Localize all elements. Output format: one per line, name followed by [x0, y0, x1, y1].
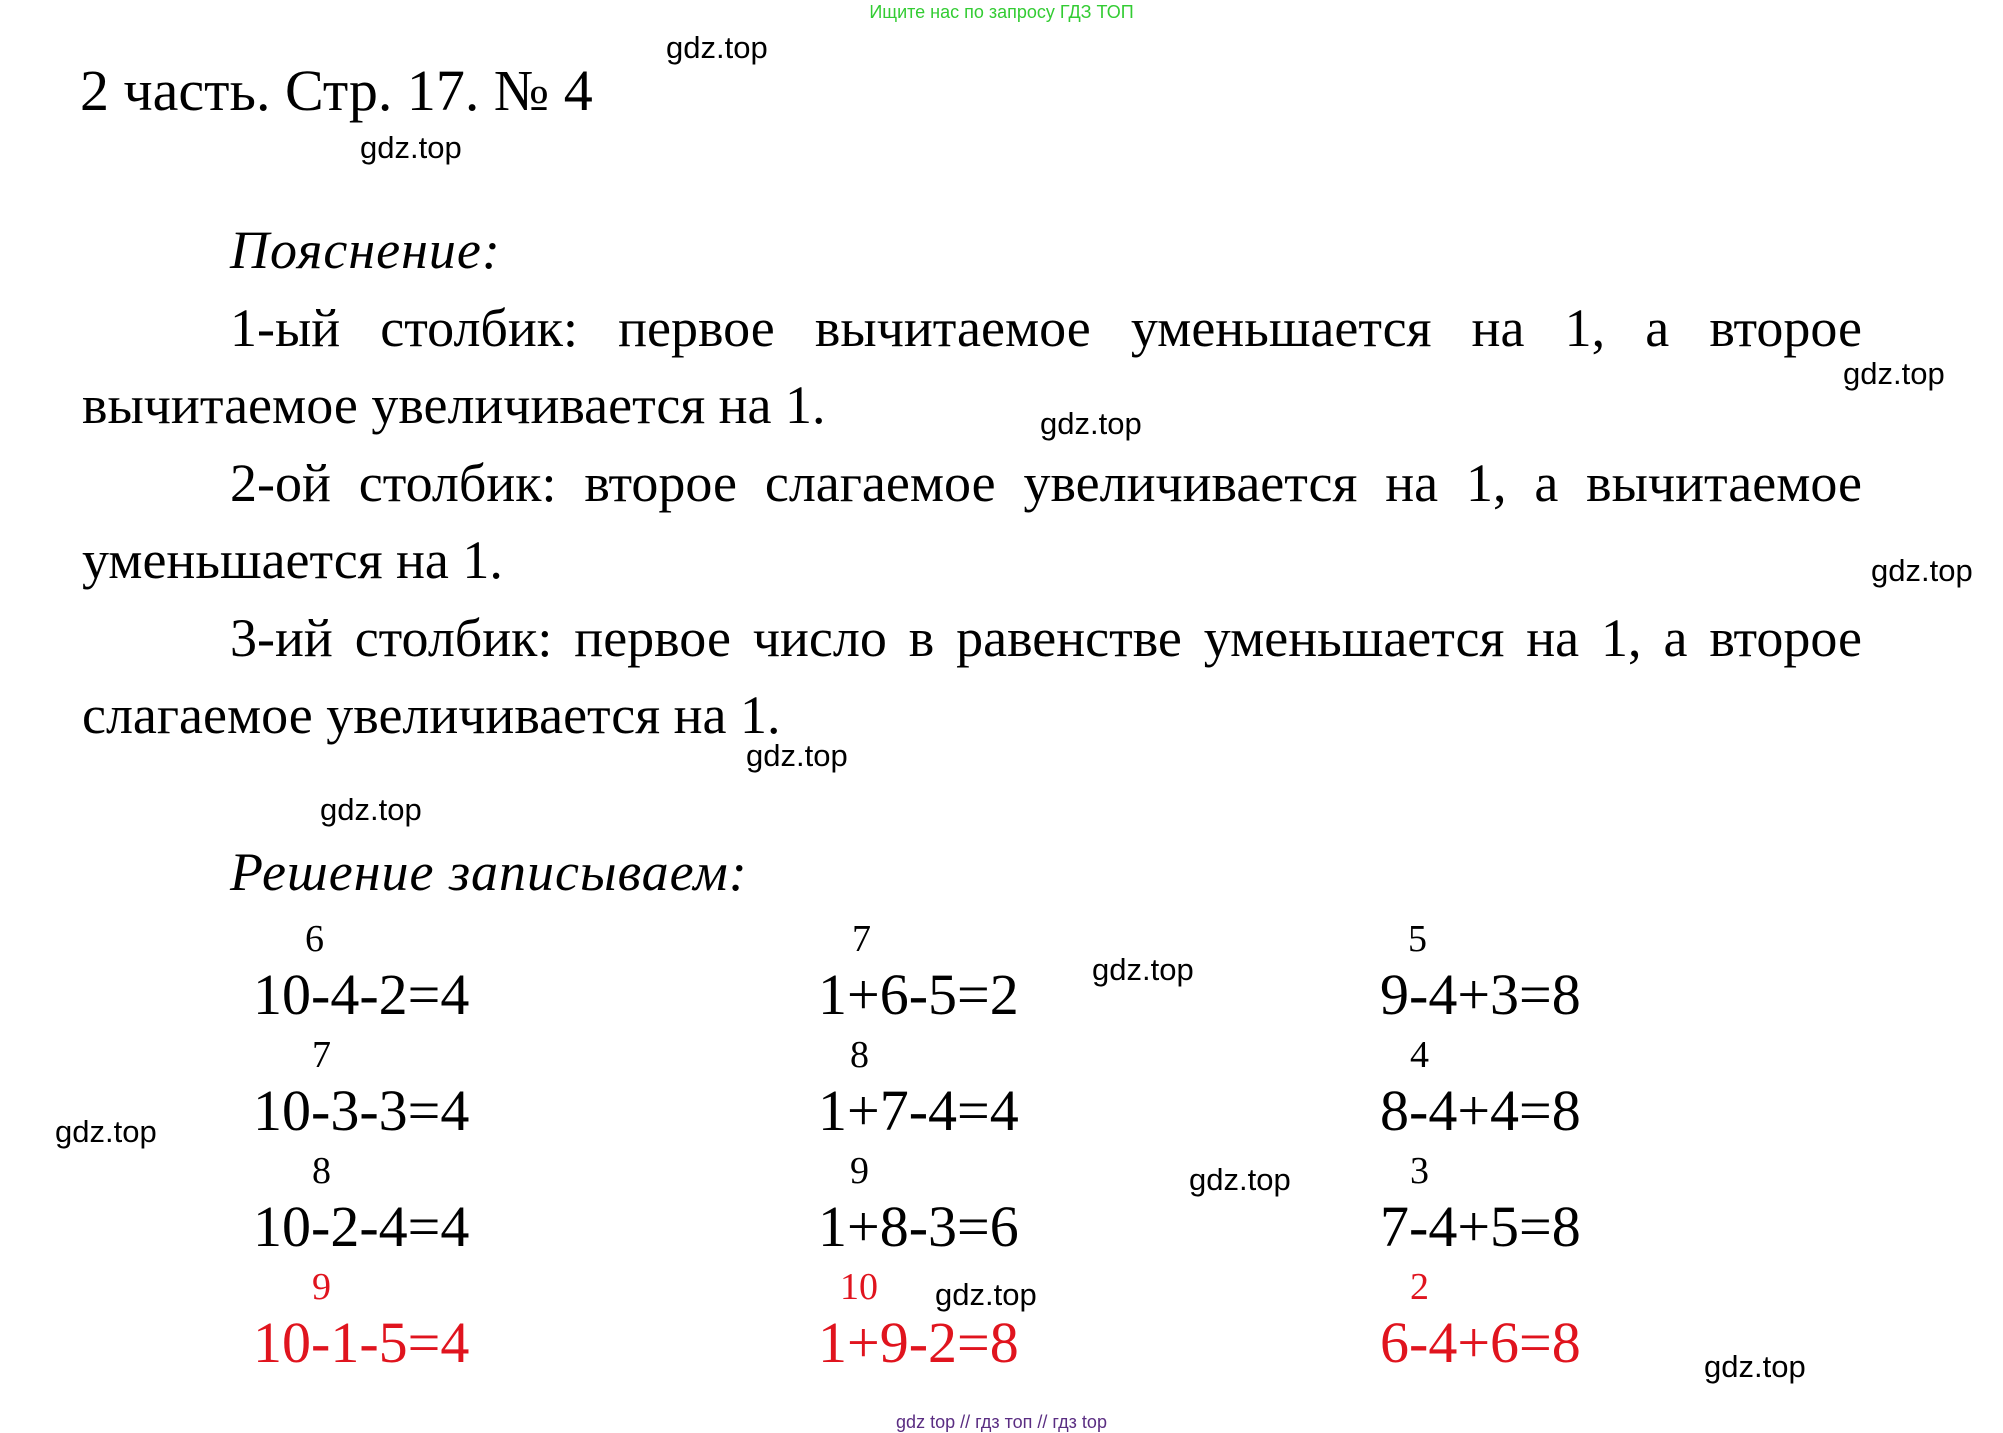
- column-3-equation-1: 9-4+3=8: [1380, 962, 1581, 1027]
- watermark: gdz.top: [55, 1114, 157, 1149]
- watermark: gdz.top: [1040, 406, 1142, 441]
- watermark: gdz.top: [1843, 356, 1945, 391]
- column-3-equation-2: 8-4+4=8: [1380, 1078, 1581, 1143]
- watermark: gdz.top: [1704, 1349, 1806, 1384]
- column-2-mark-1: 7: [852, 918, 871, 960]
- watermark: gdz.top: [935, 1277, 1037, 1312]
- watermark: gdz.top: [1871, 553, 1973, 588]
- column-1-equation-2: 10-3-3=4: [253, 1078, 470, 1143]
- solution-heading: Решение записываем:: [230, 842, 748, 902]
- column-3-equation-4: 6-4+6=8: [1380, 1310, 1581, 1375]
- watermark: gdz.top: [666, 30, 768, 65]
- explanation-heading: Пояснение:: [230, 220, 501, 280]
- column-2-equation-1: 1+6-5=2: [818, 962, 1019, 1027]
- watermark: gdz.top: [1092, 952, 1194, 987]
- bottom-banner: gdz top // гдз топ // гдз top: [896, 1412, 1107, 1432]
- top-banner: Ищите нас по запросу ГДЗ ТОП: [869, 2, 1134, 22]
- column-1-mark-4: 9: [312, 1266, 331, 1308]
- column-1-equation-3: 10-2-4=4: [253, 1194, 470, 1259]
- column-3-mark-2: 4: [1410, 1034, 1429, 1076]
- column-3-mark-3: 3: [1410, 1150, 1429, 1192]
- explanation-paragraph-2: 2-ой столбик: второе слагаемое увеличивается на 1, а вычитаемое уменьшается на 1.: [82, 453, 1862, 590]
- explanation-paragraph-3: 3-ий столбик: первое число в равенстве уменьшается на 1, а второе слагаемое увеличивается на 1.: [82, 608, 1862, 745]
- column-1-mark-3: 8: [312, 1150, 331, 1192]
- column-1-equation-4: 10-1-5=4: [253, 1310, 470, 1375]
- column-2-mark-3: 9: [850, 1150, 869, 1192]
- column-2-equation-2: 1+7-4=4: [818, 1078, 1019, 1143]
- column-3-mark-1: 5: [1408, 918, 1427, 960]
- column-2-mark-4: 10: [840, 1266, 878, 1308]
- watermark: gdz.top: [320, 792, 422, 827]
- page-title: 2 часть. Стр. 17. № 4: [80, 58, 593, 123]
- column-1-mark-1: 6: [305, 918, 324, 960]
- watermark: gdz.top: [1189, 1162, 1291, 1197]
- column-2-equation-4: 1+9-2=8: [818, 1310, 1019, 1375]
- column-2-mark-2: 8: [850, 1034, 869, 1076]
- column-3-equation-3: 7-4+5=8: [1380, 1194, 1581, 1259]
- watermark: gdz.top: [360, 130, 462, 165]
- column-1-mark-2: 7: [312, 1034, 331, 1076]
- explanation-paragraph-1: 1-ый столбик: первое вычитаемое уменьшается на 1, а второе вычитаемое увеличивается на 1.: [82, 298, 1862, 435]
- column-1-equation-1: 10-4-2=4: [253, 962, 470, 1027]
- watermark: gdz.top: [746, 738, 848, 773]
- column-3-mark-4: 2: [1410, 1266, 1429, 1308]
- column-2-equation-3: 1+8-3=6: [818, 1194, 1019, 1259]
